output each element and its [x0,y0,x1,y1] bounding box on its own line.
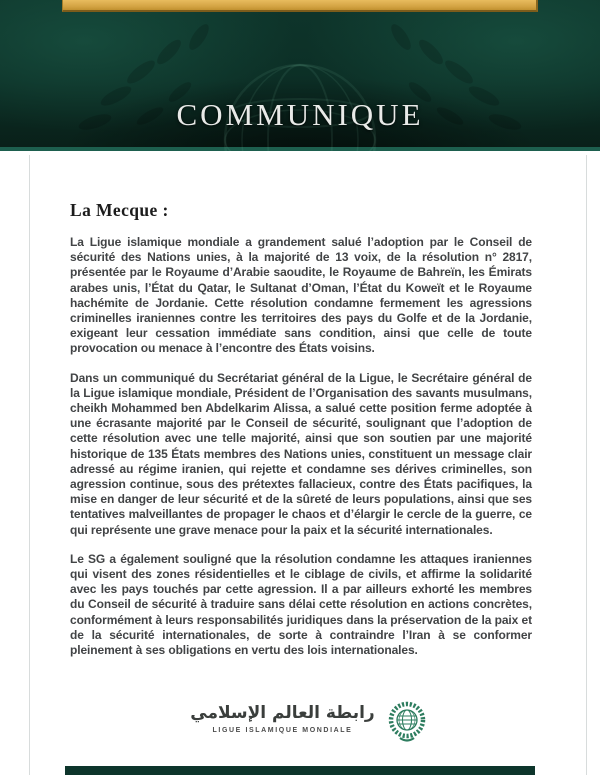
communique-title: COMMUNIQUE [176,97,424,132]
document-header [0,0,600,151]
page-edge-right [586,155,587,775]
body-paragraph-1: La Ligue islamique mondiale a grandement salué l’adoption par le Conseil de sécurité des Nations unies, à la majorité de 13 voix, de la résolution n° 2817, présentée par le Royaume d’Arabie saoudite, le Royaume de Bahreïn, les Émirats arabes unis, l’État du Qatar, le Sultanat d’Oman, l’État du Koweït et le Royaume hachémite de Jordanie. Cette résolution condamne fermement les agressions criminelles iraniennes contre les territoires des pays du Golfe et de la Jordanie, exigeant leur cessation immédiate sans condition, ainsi que celle de toute provocation ou menace à l’encontre des États voisins. [70,235,532,356]
logo-latin-name: LIGUE ISLAMIQUE MONDIALE [212,727,353,734]
document-body [70,155,532,658]
page-edge-left [29,155,30,775]
body-paragraph-2: Dans un communiqué du Secrétariat général de la Ligue, le Secrétaire général de la Ligue islamique mondiale, Président de l’Organisation des savants musulmans, cheikh Mohammed ben Abdelkarim Alissa, a salué cette position ferme adoptée à une écrasante majorité par le Conseil de sécurité, soulignant que l’adoption de cette résolution avec une telle majorité, ainsi que son soutien par une majorité historique de 135 États membres des Nations unies, constituent un message clair adressé au régime iranien, qui rejette et condamne ses dérives criminelles, son agression continue, sous des prétextes fallacieux, contre des États pacifiques, la mise en danger de leur sécurité et de la sûreté de leurs populations, ainsi que ses tentatives malveillantes de propager le chaos et d’élargir le cercle de la guerre, ce qui représente une grave menace pour la paix et la sécurité internationales. [70,370,532,537]
logo-text-block [190,701,374,734]
dateline: La Mecque : [70,200,169,220]
body-paragraph-3: Le SG a également souligné que la résolution condamne les attaques iraniennes qui visent des zones résidentielles et le ciblage de civils, et affirme la solidarité avec les pays touchés par cette agression. Il a par ailleurs exhorté les membres du Conseil de sécurité à traduire sans délai cette résolution en actions concrètes, conformément à leurs responsabilités juridiques dans la préservation de la paix et de la sécurité internationales, de sorte à contraindre l’Iran à se conformer pleinement à ses obligations en vertu des lois internationales. [70,551,532,658]
top-gold-bar [62,0,538,12]
league-logo [8,701,600,745]
logo-arabic-calligraphy: رابطة العالم الإسلامي [190,703,375,723]
league-emblem-icon [388,701,426,745]
footer-bar [65,766,535,775]
